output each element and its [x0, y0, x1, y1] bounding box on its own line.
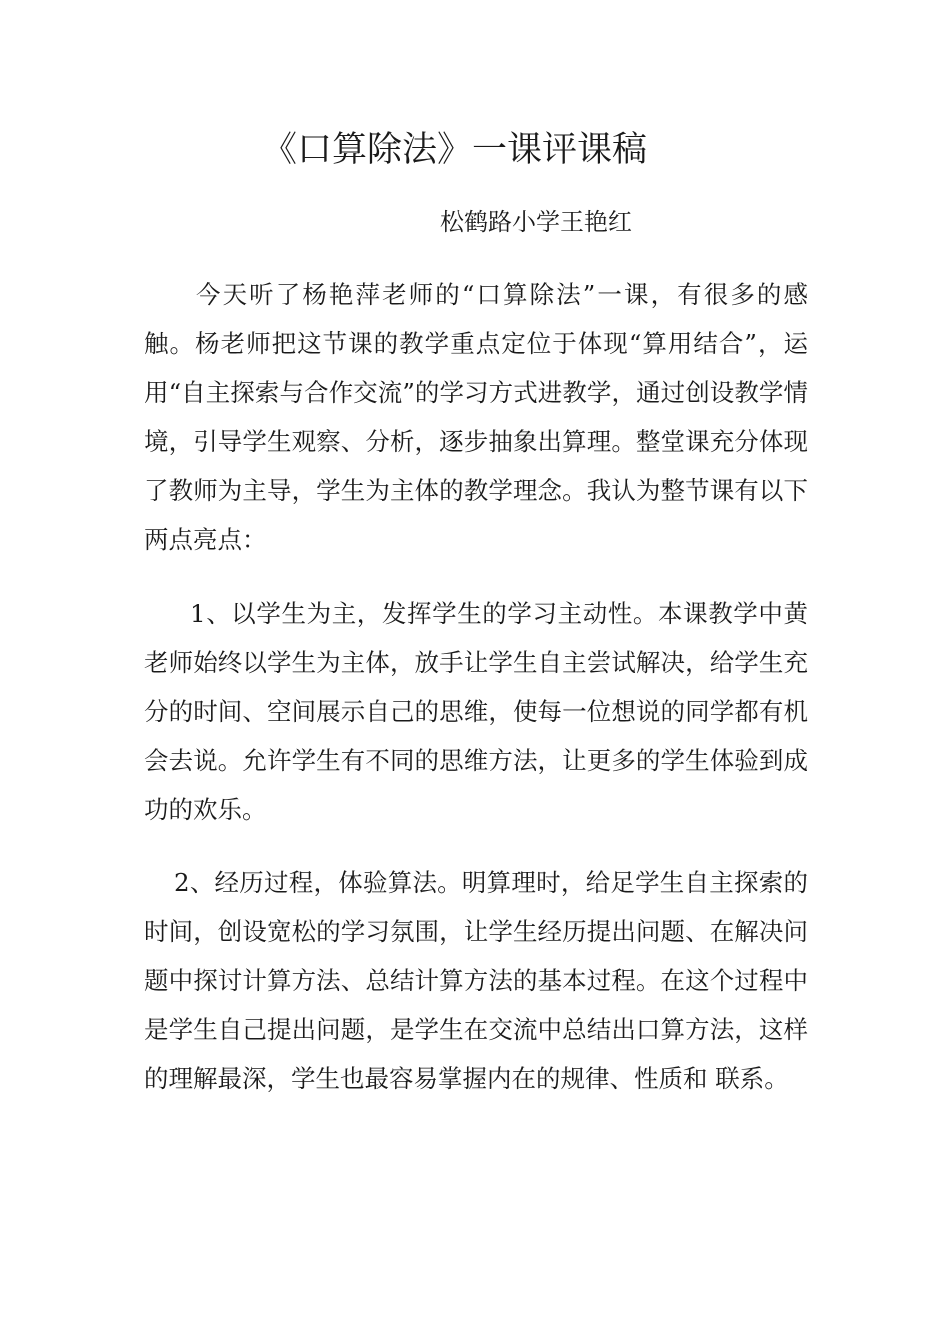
paragraph-point-1: 1、以学生为主，发挥学生的学习主动性。本课教学中黄老师始终以学生为主体，放手让学生自主尝试解决，给学生充分的时间、空间展示自己的思维，使每一位想说的同学都有机会去说。允许学生有不同的思维方法，让更多的学生体验到成功的欢乐。 [144, 599, 808, 824]
paragraph-intro: 今天听了杨艳萍老师的“口算除法”一课，有很多的感触。杨老师把这节课的教学重点定位于体现“算用结合”，运用“自主探索与合作交流”的学习方式进教学，通过创设教学情境，引导学生观察、分析，逐步抽象出算理。整堂课充分体现了教师为主导，学生为主体的教学理念。我认为整节课有以下两点亮点： [144, 280, 808, 554]
document-author: 松鹤路小学王艳红 [440, 208, 632, 236]
document-title: 《口算除法》一课评课稿 [262, 130, 648, 170]
paragraph-point-2: 2、经历过程，体验算法。明算理时，给足学生自主探索的时间，创设宽松的学习氛围，让学生经历提出问题、在解决问题中探讨计算方法、总结计算方法的基本过程。在这个过程中是学生自己提出问题，是学生在交流中总结出口算方法，这样的理解最深，学生也最容易掌握内在的规律、性质和 联系。 [144, 868, 808, 1093]
